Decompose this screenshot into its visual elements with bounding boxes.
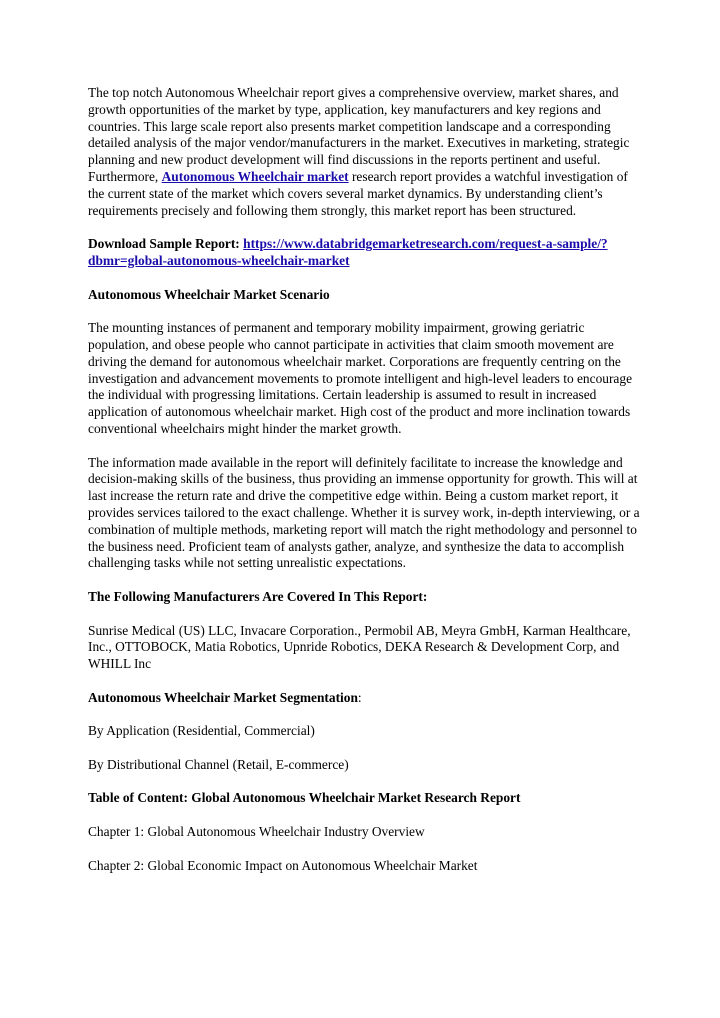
- scenario-paragraph-2: The information made available in the report will definitely facilitate to increase the knowledge and decision-making skills of the business, thus providing an immense opportunity for growth. This will at last increase the return rate and drive the competitive edge within. Being a custom market report, it provides services tailored to the exact challenge. Whether it is survey work, in-depth interviewing, or a combination of multiple methods, marketing report will match the right methodology and personnel to the business need. Proficient team of analysts gather, analyze, and synthesize the data to accomplish challenging tasks while not setting unrealistic expectations.: [88, 454, 640, 571]
- autonomous-wheelchair-market-link[interactable]: Autonomous Wheelchair market: [161, 168, 349, 184]
- segmentation-heading-paragraph: [88, 690, 640, 707]
- intro-paragraph: [88, 85, 640, 219]
- intro-text-2: research report provides a watchful investigation of the current state of the market which covers several market dynamics. By understanding client’s requirements precisely and following them strongly, this market report has been structured.: [88, 168, 628, 218]
- scenario-paragraph-1: The mounting instances of permanent and temporary mobility impairment, growing geriatric population, and obese people who cannot participate in activities that claim smooth movement are driving the demand for autonomous wheelchair market. Corporations are frequently centring on the investigation and advancement movements to promote intelligent and high-level leaders to encourage the individual with progressing limitations. Certain leadership is assumed to result in increased application of autonomous wheelchair market. High cost of the product and more inclination towards conventional wheelchairs might hinder the market growth.: [88, 320, 633, 436]
- manufacturers-heading: The Following Manufacturers Are Covered In This Report:: [88, 588, 428, 604]
- segmentation-heading: Autonomous Wheelchair Market Segmentation: [88, 689, 358, 705]
- download-sample-label: Download Sample Report:: [88, 236, 244, 252]
- segmentation-colon: :: [357, 689, 362, 705]
- toc-chapter-1: Chapter 1: Global Autonomous Wheelchair Industry Overview: [88, 824, 425, 840]
- toc-chapter-2: Chapter 2: Global Economic Impact on Autonomous Wheelchair Market: [88, 857, 478, 873]
- segment-by-channel: By Distributional Channel (Retail, E-commerce): [88, 756, 349, 772]
- scenario-heading: Autonomous Wheelchair Market Scenario: [88, 286, 330, 302]
- download-sample-link[interactable]: https://www.databridgemarketresearch.com/request-a-sample/?dbmr=global-autonomous-wheelchair-market: [88, 236, 608, 268]
- manufacturers-list: Sunrise Medical (US) LLC, Invacare Corporation., Permobil AB, Meyra GmbH, Karman Healthcare, Inc., OTTOBOCK, Matia Robotics, Upnride Robotics, DEKA Research & Development Corp, and WHILL Inc: [88, 622, 631, 672]
- download-sample-paragraph: [88, 236, 640, 270]
- toc-heading: Table of Content: Global Autonomous Wheelchair Market Research Report: [88, 790, 521, 806]
- intro-text-1: The top notch Autonomous Wheelchair report gives a comprehensive overview, market shares, and growth opportunities of the market by type, application, key manufacturers and key regions and countries. This large scale report also presents market competition landscape and a corresponding detailed analysis of the major vendor/manufacturers in the market. Executives in marketing, strategic planning and new product development will find discussions in the reports pertinent and useful. Furthermore,: [88, 85, 630, 184]
- segment-by-application: By Application (Residential, Commercial): [88, 723, 315, 739]
